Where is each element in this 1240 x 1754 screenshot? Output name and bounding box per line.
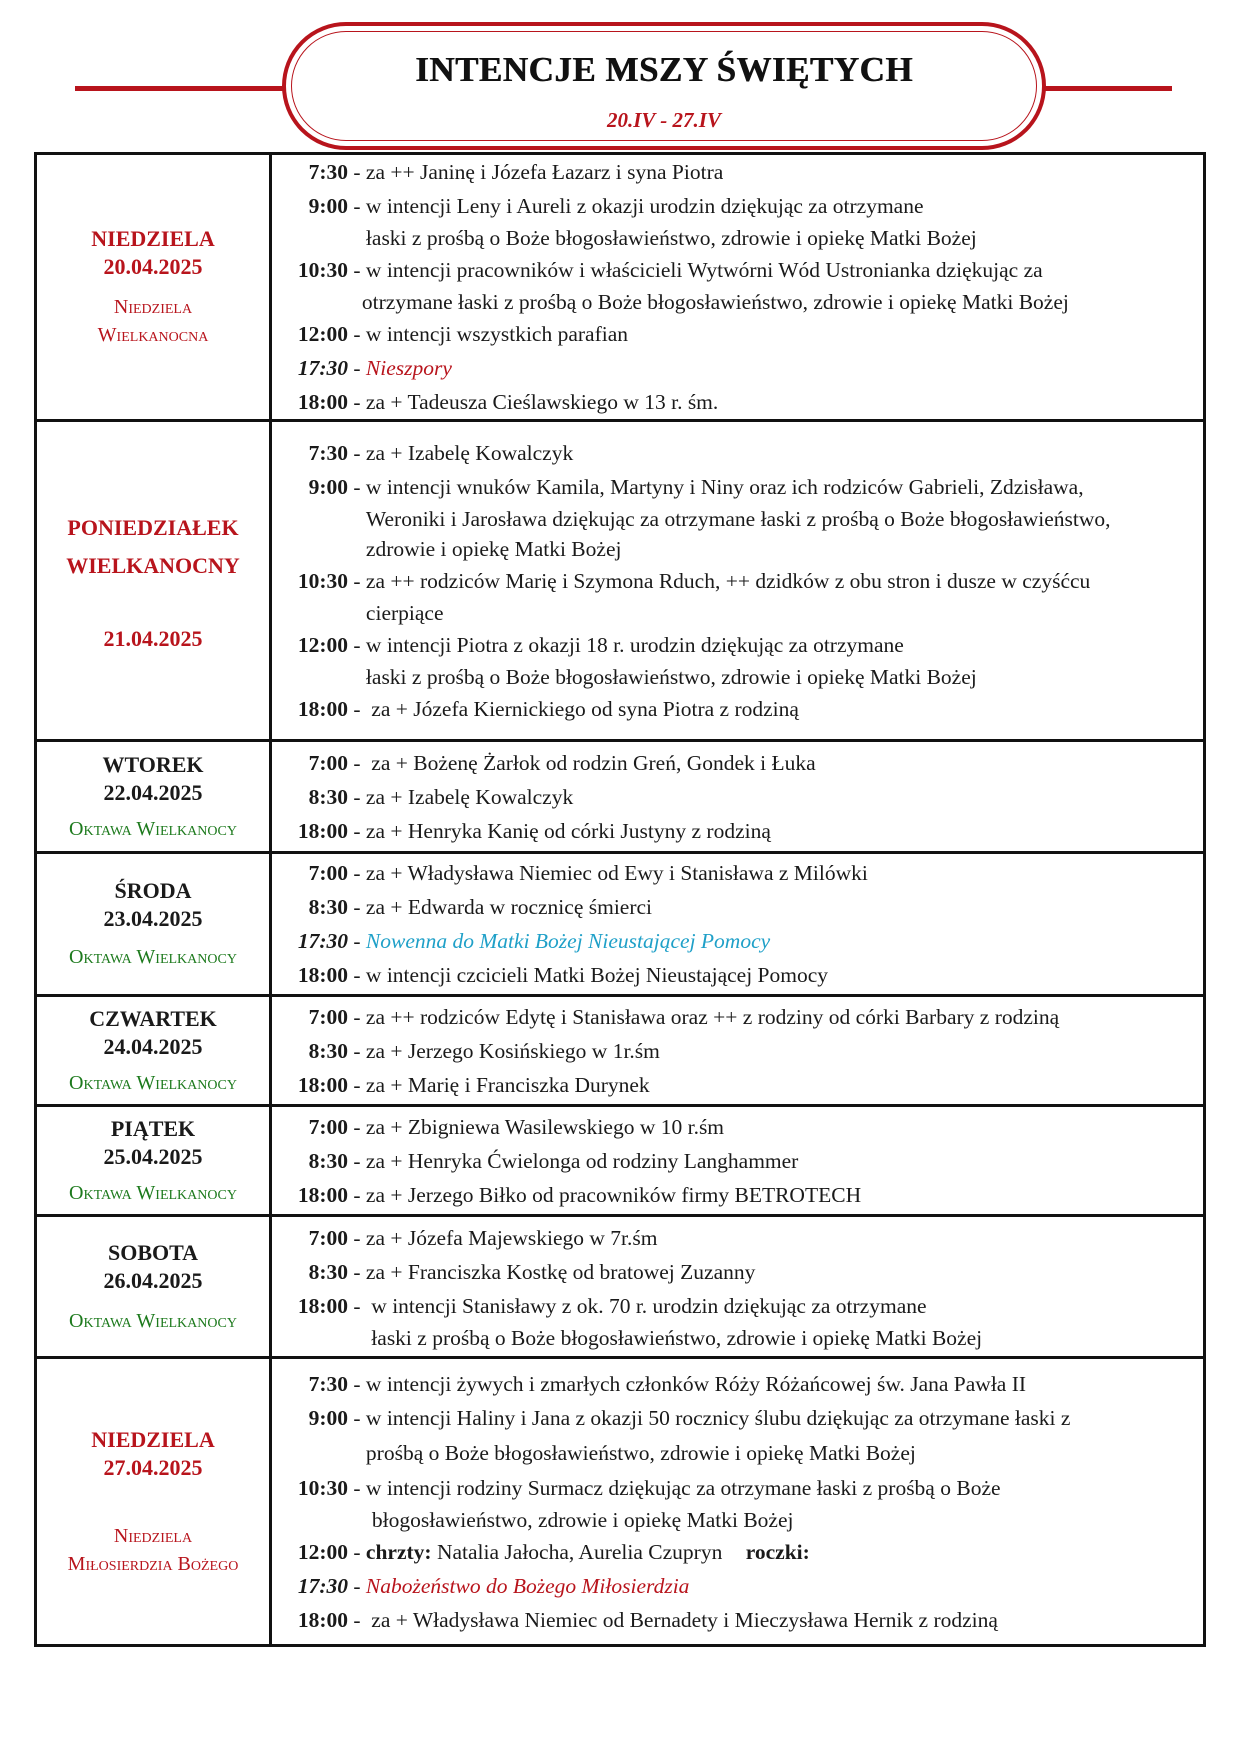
mass-entry: 10:30 - w intencji pracowników i właścicieli Wytwórni Wód Ustronianka dziękując za otrzymane łaski z prośbą o Boże błogosławieństwo, zdrowie i opiekę Matki Bożej [272,253,1203,317]
mass-time: 12:00 [297,1539,348,1564]
day-cell [36,154,271,421]
day-cell [36,1358,271,1646]
mass-entry: 7:30 - w intencji żywych i zmarłych członków Róży Różańcowej św. Jana Pawła II [272,1367,1203,1401]
baptism-entry: 12:00 - chrzty: Natalia Jałocha, Aurelia Czupryn roczki: [272,1535,1203,1569]
service-time: 17:30 [297,356,348,380]
mass-entry: 12:00 - w intencji Piotra z okazji 18 r. urodzin dziękując za otrzymane łaski z prośbą o Boże błogosławieństwo, zdrowie i opiekę Matki Bożej [272,628,1203,692]
day-subtitle: Niedziela [113,1524,193,1547]
mass-entry: 10:30 - za ++ rodziców Marię i Szymona Rduch, ++ dzidków z obu stron i dusze w czyśćcu cierpiące [272,564,1203,628]
mass-time: 18:00 [297,696,348,721]
page-title: INTENCJE MSZY ŚWIĘTYCH [415,50,913,89]
mass-intention: w intencji wszystkich parafian [365,322,629,346]
day-cell [36,1216,271,1358]
day-date: 26.04.2025 [103,1267,203,1293]
mass-time: 12:00 [297,632,348,657]
mass-entry: 18:00 - za + Marię i Franciszka Durynek [272,1068,1203,1102]
mass-time: 18:00 [297,1293,348,1318]
mass-time: 7:00 [308,1225,348,1250]
day-cell [36,421,271,741]
mass-time: 9:00 [308,1405,348,1430]
day-date: 27.04.2025 [103,1454,203,1480]
mass-time: 18:00 [297,1182,348,1207]
mass-entry: 7:00 - za + Józefa Majewskiego w 7r.śm [272,1221,1203,1255]
mass-time: 10:30 [297,568,348,593]
mass-intention: w intencji czcicieli Matki Bożej Nieustającej Pomocy [365,963,829,987]
mass-entry: 18:00 - za + Jerzego Biłko od pracowników firmy BETROTECH [272,1178,1203,1212]
mass-intention: za + Izabelę Kowalczyk [365,440,574,465]
mass-intention: w intencji wnuków Kamila, Martyny i Niny oraz ich rodziców Gabrieli, Zdzisława, [365,474,1084,499]
header-rule-right [1038,86,1172,91]
mass-entry: 9:00 - w intencji Leny i Aureli z okazji urodzin dziękując za otrzymane łaski z prośbą o Boże błogosławieństwo, zdrowie i opiekę Matki Bożej [272,189,1203,253]
mass-intention: za ++ Janinę i Józefa Łazarz i syna Piotra [365,160,724,184]
day-cell [36,1106,271,1216]
day-cell [36,741,271,853]
mass-time: 7:30 [308,440,348,465]
mass-intention: za ++ rodziców Edytę i Stanisława oraz ++ z rodziny od córki Barbary z rodziną [365,1004,1060,1029]
day-subtitle: Oktawa Wielkanocy [69,817,237,840]
day-row-wednesday [36,853,1205,996]
mass-time: 8:30 [308,784,348,809]
mass-list [271,1216,1205,1358]
mass-intention: w intencji Leny i Aureli z okazji urodzin dziękując za otrzymane [365,194,924,218]
day-date: 22.04.2025 [103,779,203,805]
mass-entry: 7:00 - za + Bożenę Żarłok od rodzin Greń, Gondek i Łuka [272,746,1203,780]
mass-time: 18:00 [297,1607,348,1632]
mass-intention: w intencji Haliny i Jana z okazji 50 rocznicy ślubu dziękując za otrzymane łaski z [365,1405,1071,1430]
day-subtitle: Oktawa Wielkanocy [69,1071,237,1094]
mass-entry: 8:30 - za + Franciszka Kostkę od bratowej Zuzanny [272,1255,1203,1289]
mass-intention: za + Henryka Ćwielonga od rodziny Langhammer [365,1148,799,1173]
mass-time: 10:30 [297,1475,348,1500]
mass-time: 7:00 [308,861,348,885]
mass-list [271,741,1205,853]
mass-intention-cont: łaski z prośbą o Boże błogosławieństwo, zdrowie i opiekę Matki Bożej [365,664,977,689]
mass-intention: w intencji Piotra z okazji 18 r. urodzin dziękując za otrzymane [365,632,904,657]
mass-time: 12:00 [297,322,348,346]
mass-entry: 18:00 - za + Józefa Kiernickiego od syna Piotra z rodziną [272,692,1203,726]
day-subtitle: Oktawa Wielkanocy [69,1181,237,1204]
mass-entry: 7:30 - za ++ Janinę i Józefa Łazarz i syna Piotra [272,155,1203,189]
divine-mercy-service-entry: 17:30 - Nabożeństwo do Bożego Miłosierdzia [272,1569,1203,1603]
mass-intention: za + Marię i Franciszka Durynek [365,1072,650,1097]
mass-list [271,996,1205,1106]
service-time: 17:30 [297,929,348,953]
mass-entry: 7:00 - za + Zbigniewa Wasilewskiego w 10 r.śm [272,1110,1203,1144]
day-name: WIELKANOCNY [66,552,240,578]
service-name: Nabożeństwo do Bożego Miłosierdzia [365,1573,690,1598]
service-time: 17:30 [297,1573,348,1598]
mass-entry: 12:00 - w intencji wszystkich parafian [272,317,1203,351]
mass-time: 9:00 [308,194,348,218]
service-name: Nowenna do Matki Bożej Nieustającej Pomocy [365,929,771,953]
mass-intention: za + Władysława Niemiec od Bernadety i Mieczysława Hernik z rodziną [371,1607,998,1632]
day-cell [36,996,271,1106]
day-date: 25.04.2025 [103,1143,203,1169]
mass-intention: w intencji żywych i zmarłych członków Róży Różańcowej św. Jana Pawła II [365,1371,1027,1396]
mass-time: 7:00 [308,1004,348,1029]
mass-time: 10:30 [297,258,348,282]
mass-intention-cont: prośbą o Boże błogosławieństwo, zdrowie i opiekę Matki Bożej [365,1440,916,1465]
mass-intention: za + Józefa Kiernickiego od syna Piotra z rodziną [371,696,799,721]
mass-entry: 10:30 - w intencji rodziny Surmacz dziękując za otrzymane łaski z prośbą o Boże błogosławieństwo, zdrowie i opiekę Matki Bożej [272,1471,1203,1535]
day-row-saturday [36,1216,1205,1358]
header-rule-left [75,86,285,91]
mass-intention: za + Władysława Niemiec od Ewy i Stanisława z Milówki [365,861,868,885]
mass-time: 8:30 [308,895,348,919]
mass-intention: za + Jerzego Biłko od pracowników firmy BETROTECH [365,1182,862,1207]
mass-intention: za ++ rodziców Marię i Szymona Rduch, ++ dzidków z obu stron i dusze w czyśćcu [365,568,1091,593]
mass-intention: za + Franciszka Kostkę od bratowej Zuzanny [365,1259,756,1284]
mass-intention: za + Henryka Kanię od córki Justyny z rodziną [365,818,771,843]
day-subtitle: Oktawa Wielkanocy [69,946,237,968]
service-name: Nieszpory [365,356,452,380]
mass-entry: 18:00 - w intencji Stanisławy z ok. 70 r. urodzin dziękując za otrzymane łaski z prośbą o Boże błogosławieństwo, zdrowie i opiekę Matki Bożej [272,1289,1203,1353]
mass-list [271,154,1205,421]
day-name: PONIEDZIAŁEK [67,514,239,540]
day-name: CZWARTEK [89,1005,217,1031]
mass-entry: 8:30 - za + Edwarda w rocznicę śmierci [272,890,1203,924]
mass-entry: 9:00 - w intencji Haliny i Jana z okazji 50 rocznicy ślubu dziękując za otrzymane łaski z prośbą o Boże błogosławieństwo, zdrowie i opiekę Matki Bożej [272,1401,1203,1471]
mass-entry: 8:30 - za + Izabelę Kowalczyk [272,780,1203,814]
day-date: 21.04.2025 [103,625,203,651]
mass-intention: za + Józefa Majewskiego w 7r.śm [365,1225,658,1250]
mass-time: 7:30 [308,1371,348,1396]
header-banner [282,22,1046,150]
mass-intention-cont: cierpiące [365,600,444,625]
day-name: PIĄTEK [110,1115,196,1141]
day-subtitle: Niedziela [113,296,193,318]
novena-entry: 17:30 - Nowenna do Matki Bożej Nieustającej Pomocy [272,924,1203,958]
day-name: NIEDZIELA [91,1426,215,1452]
mass-time: 7:00 [308,750,348,775]
day-row-sunday-20 [36,154,1205,421]
mass-time: 18:00 [297,1072,348,1097]
mass-entry: 18:00 - za + Henryka Kanię od córki Justyny z rodziną [272,814,1203,848]
day-row-friday [36,1106,1205,1216]
mass-list [271,1106,1205,1216]
date-range: 20.IV - 27.IV [607,108,721,132]
vespers-entry: 17:30 - Nieszpory [272,351,1203,385]
mass-time: 18:00 [297,390,348,414]
mass-entry: 7:30 - za + Izabelę Kowalczyk [272,436,1203,470]
mass-entry: 7:00 - za ++ rodziców Edytę i Stanisława oraz ++ z rodziny od córki Barbary z rodziną [272,1000,1203,1034]
mass-intention: za + Jerzego Kosińskiego w 1r.śm [365,1038,660,1063]
mass-intention-cont: Weroniki i Jarosława dziękując za otrzymane łaski z prośbą o Boże błogosławieństwo, [365,506,1111,531]
day-row-easter-monday [36,421,1205,741]
mass-time: 7:00 [308,1114,348,1139]
mass-time: 8:30 [308,1148,348,1173]
mass-time: 8:30 [308,1038,348,1063]
mass-intention-cont: błogosławieństwo, zdrowie i opiekę Matki Bożej [371,1507,794,1532]
mass-intention: w intencji rodziny Surmacz dziękując za otrzymane łaski z prośbą o Boże [365,1475,1001,1500]
mass-intention: za + Tadeusza Cieślawskiego w 13 r. śm. [365,390,719,414]
mass-intention-cont: otrzymane łaski z prośbą o Boże błogosławieństwo, zdrowie i opiekę Matki Bożej [361,290,1069,314]
mass-entry: 8:30 - za + Jerzego Kosińskiego w 1r.śm [272,1034,1203,1068]
mass-intention: w intencji Stanisławy z ok. 70 r. urodzin dziękując za otrzymane [371,1293,927,1318]
mass-intention: za + Bożenę Żarłok od rodzin Greń, Gondek i Łuka [371,750,816,775]
mass-intention-cont: łaski z prośbą o Boże błogosławieństwo, zdrowie i opiekę Matki Bożej [371,1325,983,1350]
baptisms-names: Natalia Jałocha, Aurelia Czupryn [436,1539,723,1564]
mass-time: 7:30 [308,160,348,184]
day-cell [36,853,271,996]
day-subtitle: Wielkanocna [97,324,209,346]
mass-list [271,1358,1205,1646]
day-name: WTOREK [102,751,204,777]
day-name: NIEDZIELA [91,226,215,251]
day-subtitle: Miłosierdzia Bożego [67,1552,239,1575]
mass-intention: za + Edwarda w rocznicę śmierci [365,895,653,919]
day-name: SOBOTA [107,1239,199,1265]
day-row-thursday [36,996,1205,1106]
mass-intention-cont: zdrowie i opiekę Matki Bożej [365,536,622,561]
day-subtitle: Oktawa Wielkanocy [69,1309,237,1332]
mass-time: 9:00 [308,474,348,499]
mass-time: 8:30 [308,1259,348,1284]
day-date: 23.04.2025 [103,906,203,931]
mass-entry: 9:00 - w intencji wnuków Kamila, Martyny i Niny oraz ich rodziców Gabrieli, Zdzisława, Weroniki i Jarosława dziękując za otrzymane łaski z prośbą o Boże błogosławieństwo, zdrowie i opiekę Matki Bożej [272,470,1203,564]
mass-entry: 18:00 - w intencji czcicieli Matki Bożej Nieustającej Pomocy [272,958,1203,992]
mass-entry: 18:00 - za + Władysława Niemiec od Bernadety i Mieczysława Hernik z rodziną [272,1603,1203,1637]
baptisms-label: chrzty: [365,1539,432,1564]
day-row-tuesday [36,741,1205,853]
mass-list [271,853,1205,996]
mass-time: 18:00 [297,963,348,987]
day-name: ŚRODA [114,878,192,903]
mass-time: 18:00 [297,818,348,843]
mass-entry: 18:00 - za + Tadeusza Cieślawskiego w 13 r. śm. [272,385,1203,419]
first-birthdays-label: roczki: [745,1539,810,1564]
mass-intention: za + Zbigniewa Wasilewskiego w 10 r.śm [365,1114,725,1139]
mass-schedule-table [34,152,1206,1647]
mass-intention-cont: łaski z prośbą o Boże błogosławieństwo, zdrowie i opiekę Matki Bożej [365,226,977,250]
mass-entry: 7:00 - za + Władysława Niemiec od Ewy i Stanisława z Milówki [272,856,1203,890]
mass-intention: za + Izabelę Kowalczyk [365,784,574,809]
mass-intention: w intencji pracowników i właścicieli Wytwórni Wód Ustronianka dziękując za [365,258,1043,282]
mass-list [271,421,1205,741]
mass-entry: 8:30 - za + Henryka Ćwielonga od rodziny Langhammer [272,1144,1203,1178]
day-date: 20.04.2025 [103,254,203,279]
day-row-sunday-27 [36,1358,1205,1646]
day-date: 24.04.2025 [103,1033,203,1059]
